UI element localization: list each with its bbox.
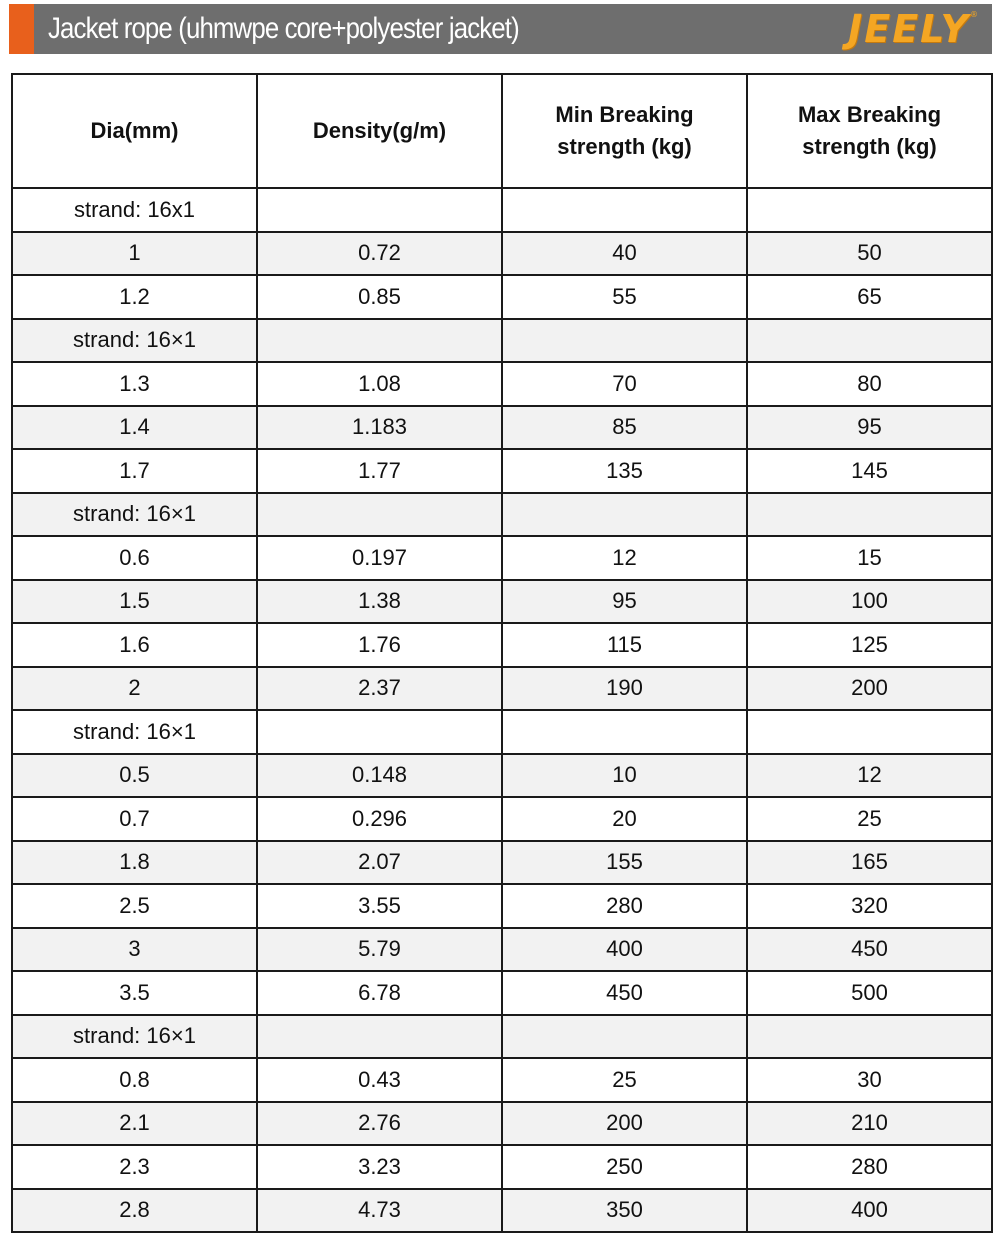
table-row — [12, 754, 992, 798]
cell-density: 3.55 — [257, 884, 502, 928]
cell-dia: 2.8 — [12, 1189, 257, 1233]
cell-min-breaking — [502, 188, 747, 232]
cell-density: 0.43 — [257, 1058, 502, 1102]
registered-mark: ® — [970, 10, 978, 19]
table-row — [12, 319, 992, 363]
cell-max-breaking: 100 — [747, 580, 992, 624]
table-row — [12, 928, 992, 972]
spec-table — [11, 73, 993, 1233]
cell-density: 0.85 — [257, 275, 502, 319]
cell-dia: 1.5 — [12, 580, 257, 624]
cell-max-breaking: 210 — [747, 1102, 992, 1146]
table-row — [12, 406, 992, 450]
column-header-max-breaking-label: Max Breaking strength (kg) — [797, 102, 942, 159]
cell-min-breaking — [502, 710, 747, 754]
cell-dia: 1.3 — [12, 362, 257, 406]
cell-min-breaking: 155 — [502, 841, 747, 885]
cell-min-breaking: 10 — [502, 754, 747, 798]
cell-density: 0.148 — [257, 754, 502, 798]
cell-max-breaking: 450 — [747, 928, 992, 972]
table-row — [12, 841, 992, 885]
cell-density: 3.23 — [257, 1145, 502, 1189]
cell-max-breaking: 25 — [747, 797, 992, 841]
cell-dia: 1.6 — [12, 623, 257, 667]
table-row — [12, 971, 992, 1015]
cell-max-breaking — [747, 319, 992, 363]
cell-dia: 1.7 — [12, 449, 257, 493]
table-header-row — [12, 74, 992, 188]
cell-max-breaking: 95 — [747, 406, 992, 450]
cell-min-breaking: 20 — [502, 797, 747, 841]
cell-max-breaking: 500 — [747, 971, 992, 1015]
cell-max-breaking: 280 — [747, 1145, 992, 1189]
cell-min-breaking: 70 — [502, 362, 747, 406]
cell-density — [257, 493, 502, 537]
cell-density: 1.08 — [257, 362, 502, 406]
cell-min-breaking: 40 — [502, 232, 747, 276]
table-row — [12, 710, 992, 754]
cell-density — [257, 1015, 502, 1059]
cell-dia: 3 — [12, 928, 257, 972]
cell-density — [257, 188, 502, 232]
cell-min-breaking: 55 — [502, 275, 747, 319]
cell-min-breaking: 85 — [502, 406, 747, 450]
cell-min-breaking: 280 — [502, 884, 747, 928]
cell-dia: 3.5 — [12, 971, 257, 1015]
cell-dia: 1 — [12, 232, 257, 276]
cell-max-breaking: 30 — [747, 1058, 992, 1102]
cell-min-breaking: 95 — [502, 580, 747, 624]
cell-dia: 2.3 — [12, 1145, 257, 1189]
cell-max-breaking: 200 — [747, 667, 992, 711]
cell-density: 6.78 — [257, 971, 502, 1015]
table-row — [12, 884, 992, 928]
column-header-max-breaking — [747, 74, 992, 188]
cell-max-breaking: 145 — [747, 449, 992, 493]
cell-density: 1.76 — [257, 623, 502, 667]
cell-min-breaking: 250 — [502, 1145, 747, 1189]
cell-max-breaking: 50 — [747, 232, 992, 276]
cell-dia: 1.2 — [12, 275, 257, 319]
table-row — [12, 232, 992, 276]
cell-max-breaking: 320 — [747, 884, 992, 928]
cell-dia: 0.5 — [12, 754, 257, 798]
cell-min-breaking — [502, 1015, 747, 1059]
table-row — [12, 1145, 992, 1189]
table-row — [12, 1058, 992, 1102]
cell-dia: 1.4 — [12, 406, 257, 450]
column-header-dia: Dia(mm) — [12, 74, 257, 188]
cell-dia: strand: 16×1 — [12, 710, 257, 754]
cell-min-breaking: 350 — [502, 1189, 747, 1233]
cell-dia: 1.8 — [12, 841, 257, 885]
cell-min-breaking: 115 — [502, 623, 747, 667]
cell-max-breaking — [747, 1015, 992, 1059]
cell-density: 2.76 — [257, 1102, 502, 1146]
cell-dia: 0.6 — [12, 536, 257, 580]
table-row — [12, 493, 992, 537]
cell-max-breaking — [747, 710, 992, 754]
header-accent-stripe — [9, 4, 34, 54]
cell-dia: 2 — [12, 667, 257, 711]
column-header-min-breaking — [502, 74, 747, 188]
cell-min-breaking: 190 — [502, 667, 747, 711]
cell-dia: strand: 16×1 — [12, 1015, 257, 1059]
table-row — [12, 797, 992, 841]
cell-density: 0.197 — [257, 536, 502, 580]
cell-density: 1.38 — [257, 580, 502, 624]
cell-min-breaking — [502, 493, 747, 537]
cell-density: 2.07 — [257, 841, 502, 885]
cell-density — [257, 710, 502, 754]
cell-min-breaking — [502, 319, 747, 363]
cell-max-breaking: 65 — [747, 275, 992, 319]
cell-dia: strand: 16x1 — [12, 188, 257, 232]
table-row — [12, 188, 992, 232]
cell-density: 4.73 — [257, 1189, 502, 1233]
cell-dia: strand: 16×1 — [12, 493, 257, 537]
cell-dia: 0.8 — [12, 1058, 257, 1102]
table-row — [12, 536, 992, 580]
cell-max-breaking: 80 — [747, 362, 992, 406]
cell-density: 2.37 — [257, 667, 502, 711]
cell-max-breaking: 125 — [747, 623, 992, 667]
cell-max-breaking: 400 — [747, 1189, 992, 1233]
brand-logo: JEELY — [848, 7, 970, 51]
cell-min-breaking: 200 — [502, 1102, 747, 1146]
cell-dia: 0.7 — [12, 797, 257, 841]
table-row — [12, 1189, 992, 1233]
cell-max-breaking: 165 — [747, 841, 992, 885]
cell-density: 0.296 — [257, 797, 502, 841]
table-row — [12, 275, 992, 319]
cell-max-breaking: 12 — [747, 754, 992, 798]
cell-dia: 2.1 — [12, 1102, 257, 1146]
cell-max-breaking: 15 — [747, 536, 992, 580]
cell-density: 0.72 — [257, 232, 502, 276]
table-row — [12, 1102, 992, 1146]
cell-dia: 2.5 — [12, 884, 257, 928]
table-row — [12, 449, 992, 493]
cell-min-breaking: 450 — [502, 971, 747, 1015]
column-header-min-breaking-label: Min Breaking strength (kg) — [555, 102, 694, 159]
table-row — [12, 667, 992, 711]
table-row — [12, 1015, 992, 1059]
column-header-density: Density(g/m) — [257, 74, 502, 188]
cell-min-breaking: 12 — [502, 536, 747, 580]
cell-max-breaking — [747, 188, 992, 232]
cell-density — [257, 319, 502, 363]
cell-density: 1.77 — [257, 449, 502, 493]
cell-max-breaking — [747, 493, 992, 537]
cell-dia: strand: 16×1 — [12, 319, 257, 363]
cell-min-breaking: 135 — [502, 449, 747, 493]
page-title: Jacket rope (uhmwpe core+polyester jacket) — [48, 12, 519, 45]
cell-min-breaking: 25 — [502, 1058, 747, 1102]
cell-density: 1.183 — [257, 406, 502, 450]
table-body — [12, 188, 992, 1232]
table-row — [12, 623, 992, 667]
table-row — [12, 580, 992, 624]
cell-density: 5.79 — [257, 928, 502, 972]
table-row — [12, 362, 992, 406]
cell-min-breaking: 400 — [502, 928, 747, 972]
